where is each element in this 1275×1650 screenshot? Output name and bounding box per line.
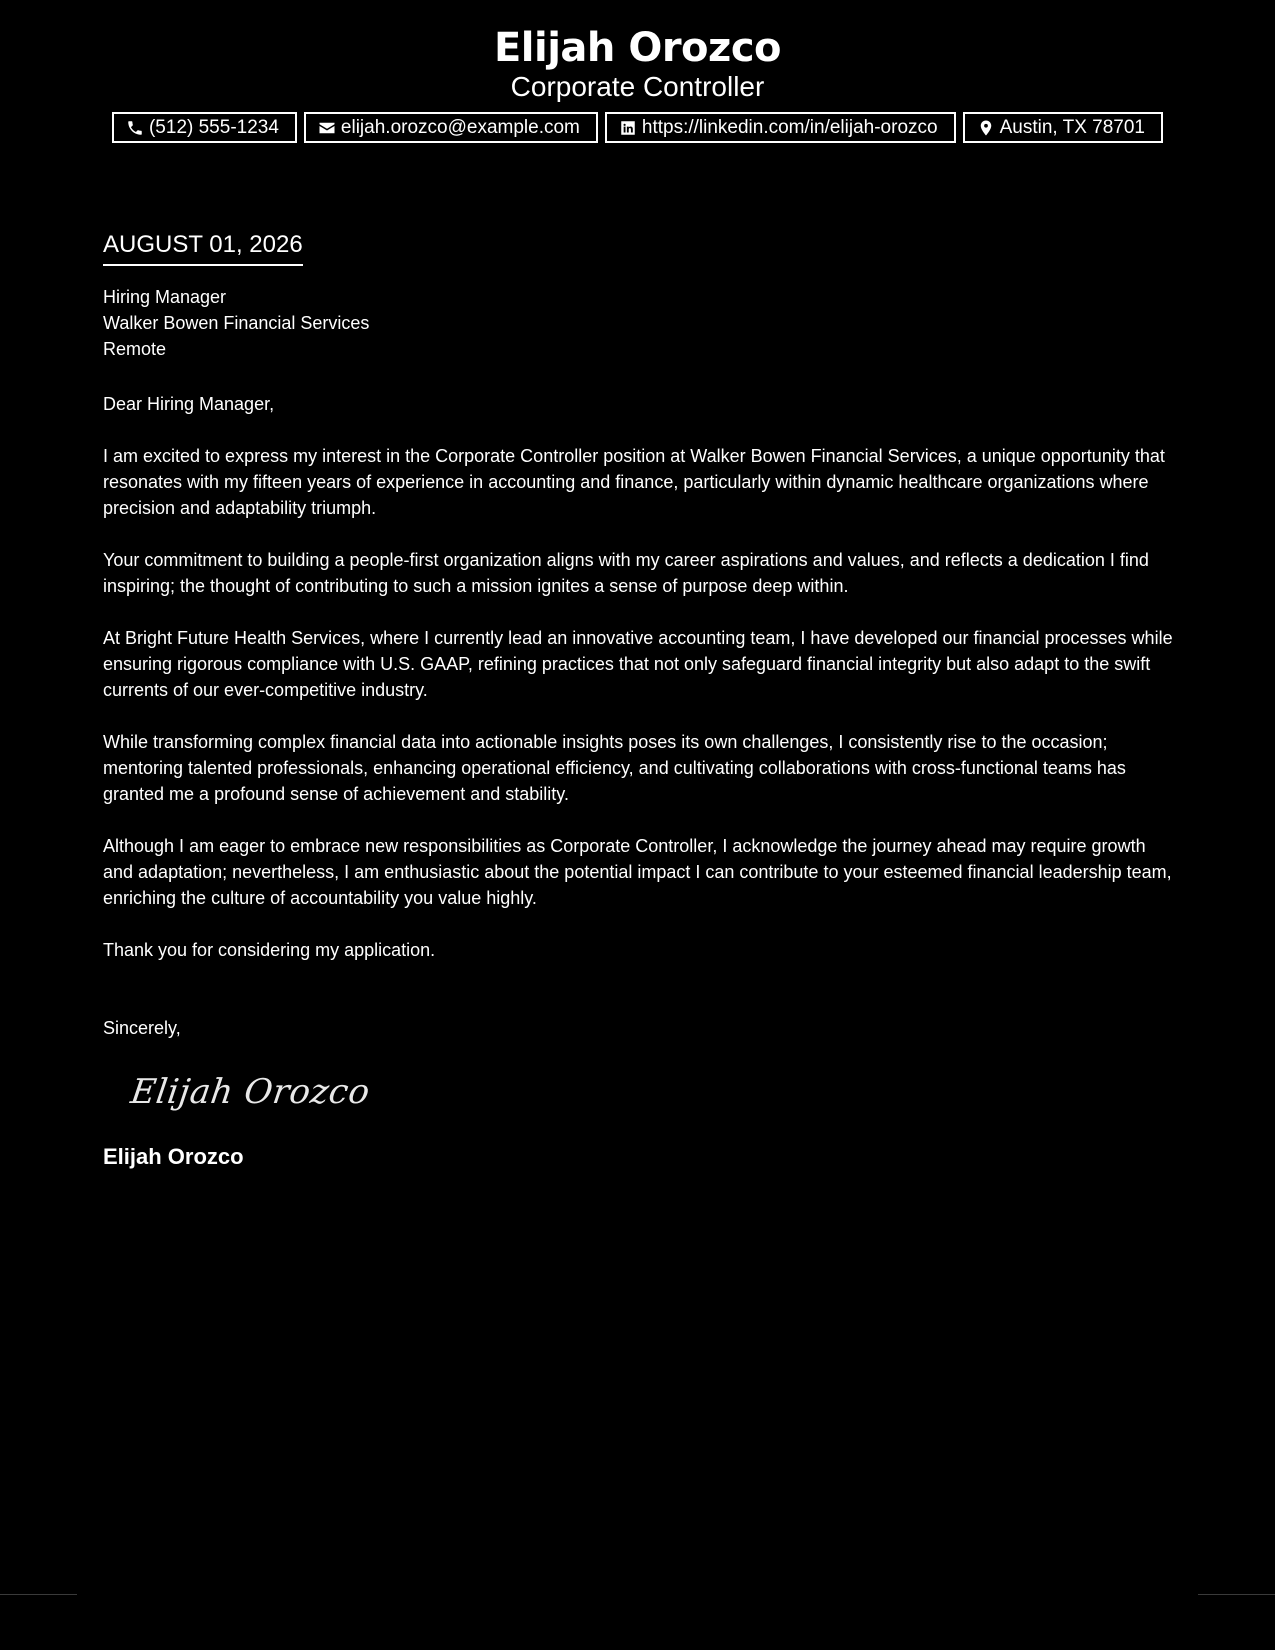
footer-divider-left bbox=[0, 1594, 77, 1595]
email-text: elijah.orozco@example.com bbox=[340, 116, 580, 138]
letter-body bbox=[103, 228, 1178, 1171]
linkedin-icon bbox=[619, 119, 637, 137]
map-pin-icon bbox=[977, 119, 995, 137]
contact-location bbox=[963, 112, 1163, 143]
contact-email[interactable] bbox=[304, 112, 598, 143]
applicant-name: Elijah Orozco bbox=[493, 25, 782, 71]
salutation: Dear Hiring Manager, bbox=[103, 394, 275, 414]
applicant-title: Corporate Controller bbox=[510, 71, 765, 102]
recipient-company: Walker Bowen Financial Services bbox=[103, 313, 370, 333]
recipient-location: Remote bbox=[103, 339, 167, 359]
envelope-icon bbox=[318, 119, 336, 137]
body-paragraph: At Bright Future Health Services, where I currently lead an innovative accounting team, I have developed our financial processes while ensuring rigorous compliance with U.S. GAAP, refining practices that not only safeguard financial integrity but also adapt to the swift currents of our ever-competitive industry. bbox=[103, 628, 1173, 700]
phone-text: (512) 555-1234 bbox=[148, 116, 279, 138]
contact-linkedin[interactable] bbox=[605, 112, 956, 143]
recipient-name: Hiring Manager bbox=[103, 287, 227, 307]
body-paragraph: Although I am eager to embrace new responsibilities as Corporate Controller, I acknowledge the journey ahead may require growth and adaptation; nevertheless, I am enthusiastic about the potential impact I can contribute to your esteemed financial leadership team, enriching the culture of accountability you value highly. bbox=[103, 836, 1172, 908]
letter-date: AUGUST 01, 2026 bbox=[103, 228, 303, 266]
contact-bar bbox=[0, 112, 1275, 143]
body-paragraph: Thank you for considering my application. bbox=[103, 940, 436, 960]
contact-phone[interactable] bbox=[112, 112, 297, 143]
body-paragraph: I am excited to express my interest in the Corporate Controller position at Walker Bowen Financial Services, a unique opportunity that resonates with my fifteen years of experience in accounting and finance, particularly within dynamic healthcare organizations where precision and adaptability triumph. bbox=[103, 446, 1165, 518]
footer-divider-right bbox=[1198, 1594, 1275, 1595]
handwritten-signature: Elijah Orozco bbox=[128, 1072, 373, 1112]
recipient-block bbox=[103, 284, 1178, 362]
location-text: Austin, TX 78701 bbox=[999, 116, 1145, 138]
closing: Sincerely, bbox=[103, 1018, 181, 1038]
letter-header bbox=[0, 22, 1275, 143]
linkedin-text: https://linkedin.com/in/elijah-orozco bbox=[641, 116, 938, 138]
body-paragraph: Your commitment to building a people-first organization aligns with my career aspirations and values, and reflects a dedication I find inspiring; the thought of contributing to such a mission ignites a sense of purpose deep within. bbox=[103, 550, 1149, 596]
phone-icon bbox=[126, 119, 144, 137]
signer-name: Elijah Orozco bbox=[103, 1144, 244, 1169]
body-paragraph: While transforming complex financial data into actionable insights poses its own challenges, I consistently rise to the occasion; mentoring talented professionals, enhancing operational efficiency, and cultivating collaborations with cross-functional teams has granted me a profound sense of achievement and stability. bbox=[103, 732, 1126, 804]
